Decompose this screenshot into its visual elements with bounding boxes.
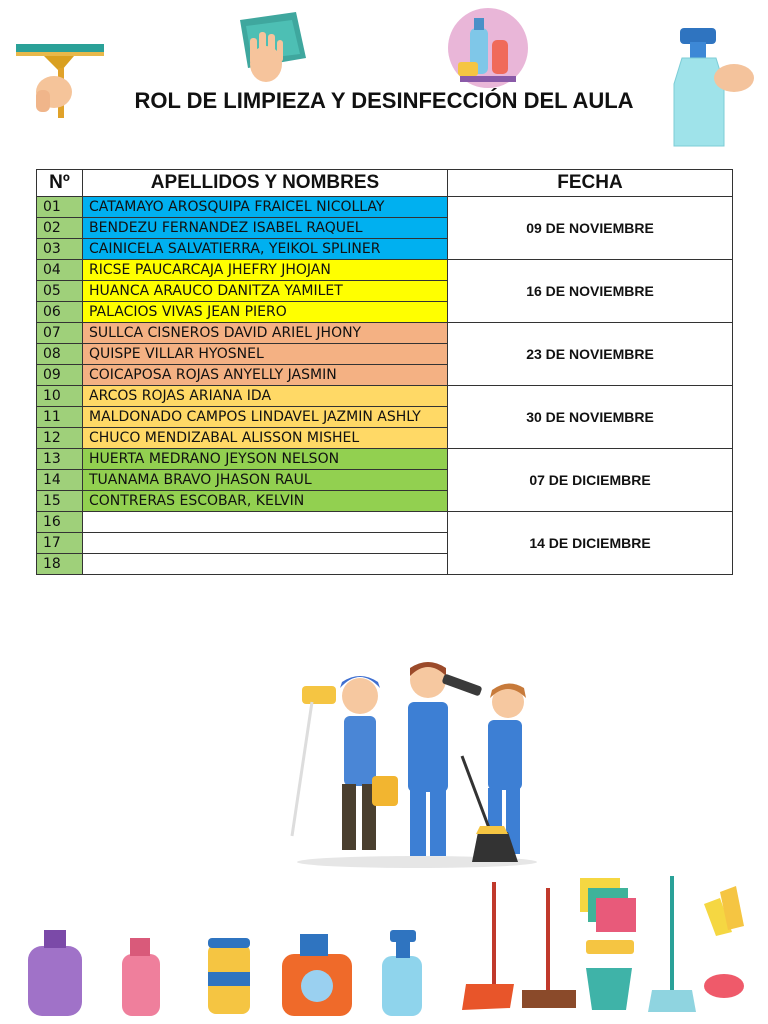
student-name: TUANAMA BRAVO JHASON RAUL <box>83 470 448 491</box>
row-number: 07 <box>37 323 83 344</box>
student-name: HUERTA MEDRANO JEYSON NELSON <box>83 449 448 470</box>
student-name: CATAMAYO AROSQUIPA FRAICEL NICOLLAY <box>83 197 448 218</box>
table-row <box>37 512 733 533</box>
student-name: BENDEZU FERNANDEZ ISABEL RAQUEL <box>83 218 448 239</box>
header-num: Nº <box>37 170 83 197</box>
student-name: QUISPE VILLAR HYOSNEL <box>83 344 448 365</box>
spray-bottle-icon <box>660 24 760 150</box>
group-date: 16 DE NOVIEMBRE <box>448 260 733 323</box>
row-number: 03 <box>37 239 83 260</box>
row-number: 15 <box>37 491 83 512</box>
row-number: 17 <box>37 533 83 554</box>
cleaning-products-icon <box>444 6 532 90</box>
row-number: 18 <box>37 554 83 575</box>
header-name: APELLIDOS Y NOMBRES <box>83 170 448 197</box>
row-number: 13 <box>37 449 83 470</box>
squeegee-icon <box>14 40 110 130</box>
student-name: CONTRERAS ESCOBAR, KELVIN <box>83 491 448 512</box>
row-number: 11 <box>37 407 83 428</box>
student-name: PALACIOS VIVAS JEAN PIERO <box>83 302 448 323</box>
row-number: 01 <box>37 197 83 218</box>
cleaning-cloth-icon <box>232 10 312 90</box>
group-date: 14 DE DICIEMBRE <box>448 512 733 575</box>
student-name <box>83 554 448 575</box>
student-name: SULLCA CISNEROS DAVID ARIEL JHONY <box>83 323 448 344</box>
row-number: 02 <box>37 218 83 239</box>
student-name <box>83 533 448 554</box>
row-number: 14 <box>37 470 83 491</box>
student-name: HUANCA ARAUCO DANITZA YAMILET <box>83 281 448 302</box>
cleaning-staff-illustration <box>282 656 552 870</box>
cleaning-roster-table <box>36 169 733 575</box>
table-row <box>37 197 733 218</box>
row-number: 04 <box>37 260 83 281</box>
row-number: 06 <box>37 302 83 323</box>
student-name <box>83 512 448 533</box>
row-number: 12 <box>37 428 83 449</box>
table-row <box>37 386 733 407</box>
student-name: RICSE PAUCARCAJA JHEFRY JHOJAN <box>83 260 448 281</box>
row-number: 16 <box>37 512 83 533</box>
page-title: ROL DE LIMPIEZA Y DESINFECCIÓN DEL AULA <box>134 88 634 113</box>
row-number: 05 <box>37 281 83 302</box>
cleaning-supplies-illustration <box>20 872 760 1018</box>
table-row <box>37 260 733 281</box>
student-name: CHUCO MENDIZABAL ALISSON MISHEL <box>83 428 448 449</box>
table-row <box>37 323 733 344</box>
row-number: 08 <box>37 344 83 365</box>
row-number: 09 <box>37 365 83 386</box>
student-name: COICAPOSA ROJAS ANYELLY JASMIN <box>83 365 448 386</box>
group-date: 09 DE NOVIEMBRE <box>448 197 733 260</box>
group-date: 07 DE DICIEMBRE <box>448 449 733 512</box>
header-date: FECHA <box>448 170 733 197</box>
student-name: MALDONADO CAMPOS LINDAVEL JAZMIN ASHLY <box>83 407 448 428</box>
table-row <box>37 449 733 470</box>
table-header-row <box>37 170 733 197</box>
group-date: 30 DE NOVIEMBRE <box>448 386 733 449</box>
student-name: ARCOS ROJAS ARIANA IDA <box>83 386 448 407</box>
row-number: 10 <box>37 386 83 407</box>
student-name: CAINICELA SALVATIERRA, YEIKOL SPLINER <box>83 239 448 260</box>
group-date: 23 DE NOVIEMBRE <box>448 323 733 386</box>
